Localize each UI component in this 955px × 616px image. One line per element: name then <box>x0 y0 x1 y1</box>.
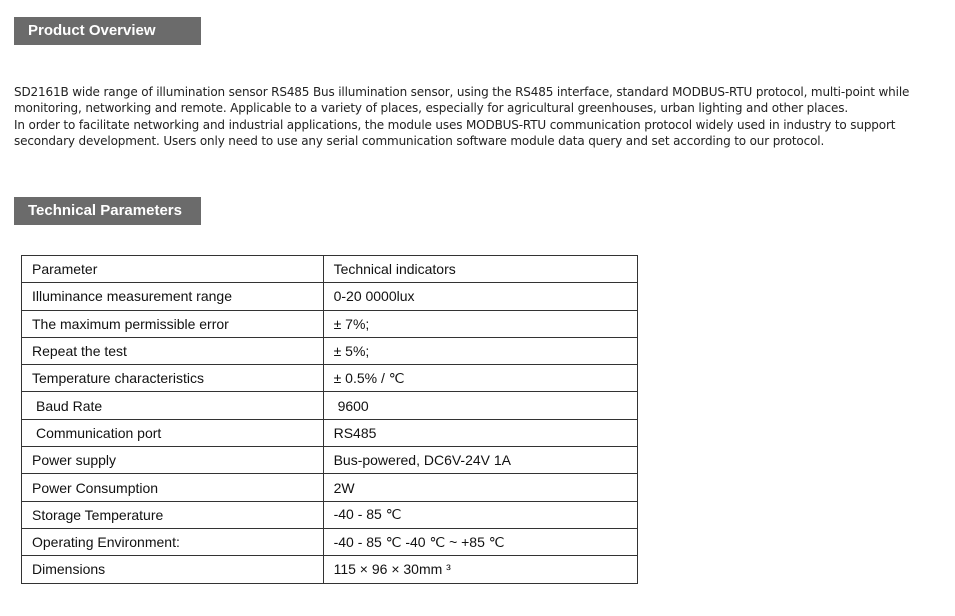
parameter-cell: Parameter <box>22 256 324 283</box>
parameter-cell: Communication port <box>22 419 324 446</box>
table-row <box>22 392 638 419</box>
table-row <box>22 419 638 446</box>
indicator-cell: 115 × 96 × 30mm ³ <box>323 556 637 583</box>
indicator-cell: 2W <box>323 474 637 501</box>
parameter-cell: Power supply <box>22 447 324 474</box>
table-row <box>22 447 638 474</box>
table-row <box>22 501 638 528</box>
product-overview-text <box>14 84 939 149</box>
parameter-cell: Temperature characteristics <box>22 365 324 392</box>
intro-paragraph-2: In order to facilitate networking and industrial applications, the module uses MODBUS-RTU communication protocol widely used in industry to support secondary development. Users only need to use any serial communication software module data query and set according to our protocol. <box>14 117 896 148</box>
product-overview-header: Product Overview <box>14 17 201 45</box>
table-row <box>22 365 638 392</box>
parameter-cell: The maximum permissible error <box>22 310 324 337</box>
parameter-cell: Baud Rate <box>22 392 324 419</box>
parameter-cell: Operating Environment: <box>22 528 324 555</box>
parameter-cell: Dimensions <box>22 556 324 583</box>
table-row <box>22 337 638 364</box>
technical-parameters-header: Technical Parameters <box>14 197 201 225</box>
indicator-cell: Bus-powered, DC6V-24V 1A <box>323 447 637 474</box>
table-row <box>22 310 638 337</box>
indicator-cell: ± 7%; <box>323 310 637 337</box>
indicator-cell: ± 5%; <box>323 337 637 364</box>
table-row <box>22 528 638 555</box>
indicator-cell: ± 0.5% / ℃ <box>323 365 637 392</box>
parameter-cell: Power Consumption <box>22 474 324 501</box>
indicator-cell: 0-20 0000lux <box>323 283 637 310</box>
table-row <box>22 474 638 501</box>
technical-parameters-table <box>21 255 638 584</box>
indicator-cell: -40 - 85 ℃ -40 ℃ ~ +85 ℃ <box>323 528 637 555</box>
parameter-cell: Illuminance measurement range <box>22 283 324 310</box>
indicator-cell: RS485 <box>323 419 637 446</box>
parameter-cell: Repeat the test <box>22 337 324 364</box>
indicator-cell: 9600 <box>323 392 637 419</box>
table-row <box>22 283 638 310</box>
intro-paragraph-1: SD2161B wide range of illumination sensor RS485 Bus illumination sensor, using the RS485 interface, standard MODBUS-RTU protocol, multi-point while monitoring, networking and remote. Applicable to a variety of places, especially for agricultural greenhouses, urban lighting and other places. <box>14 85 910 116</box>
table-row <box>22 256 638 283</box>
indicator-cell: -40 - 85 ℃ <box>323 501 637 528</box>
indicator-cell: Technical indicators <box>323 256 637 283</box>
table-row <box>22 556 638 583</box>
parameter-cell: Storage Temperature <box>22 501 324 528</box>
